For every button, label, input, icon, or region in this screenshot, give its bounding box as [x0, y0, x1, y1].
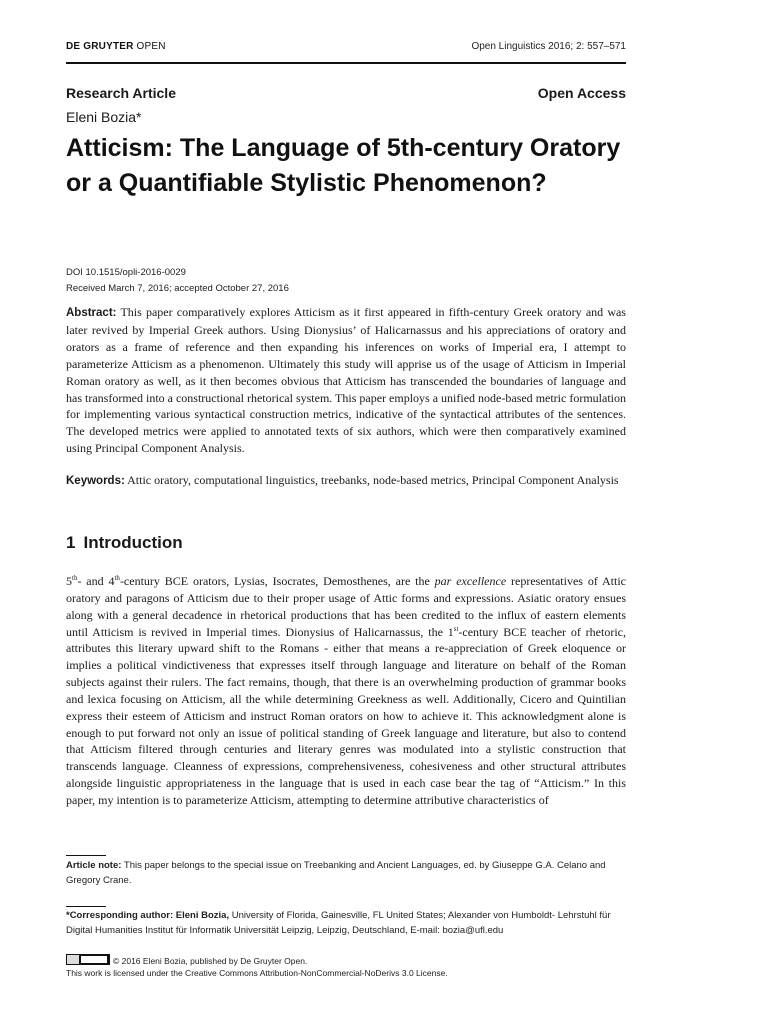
corresponding-author — [66, 909, 626, 938]
keywords — [66, 472, 626, 490]
keywords-text: Attic oratory, computational linguistics, treebanks, node-based metrics, Principal Component Analysis — [127, 473, 619, 487]
body-text-segment: representatives of Attic oratory and paragons of Atticism due to their proper usage of Attic forms and expressions. Asiatic oratory ensues along with a general decadence in rhetorical productions that has been credited to the influx of eastern elements until Atticism is revived in Imperial times. Dionysius of Halicarnassus, the 1 — [66, 574, 627, 639]
ordinal-suffix: th — [114, 574, 120, 582]
body-text-segment: -century BCE teacher of rhetoric, attributes this literary upward shift to the Romans - either that means a re-appreciation of Greek eloquence or implies a political vindictiveness that expresses itself through language and literature on behalf of the Roman subjects against their rulers. The fact remains, though, that there is an overwhelming production of grammar books and lexica focusing on Atticism, all the while determining Greekness as well. Additionally, Cicero and Quintilian express their esteem of Atticism and instruct Roman orators on how to achieve it. This acknowledgment alone is enough to put forward not only an issue of political standing of Greek language and literature, but also to contend that Atticism filtered through centuries and literary genres was modulated into a stylistic construction that transcends language. Cleanness of expressions, comprehensiveness, cohesiveness and other structural attributes alongside linguistic appropriateness in the language that is used in each case bear the tag of “Atticism.” In this paper, my intention is to parameterize Atticism, attempting to determine attributive characteristics of — [66, 624, 626, 807]
running-header — [66, 41, 626, 63]
author-name: Eleni Bozia* — [66, 109, 142, 125]
publisher-logo — [66, 41, 166, 52]
doi-link[interactable]: DOI 10.1515/opli-2016-0029 — [66, 267, 186, 278]
section-title: Introduction — [83, 533, 183, 552]
copyright-text: © 2016 Eleni Bozia, published by De Gruyter Open. — [113, 956, 308, 966]
article-type: Research Article — [66, 85, 176, 101]
license-block — [66, 954, 626, 979]
article-meta-row — [66, 85, 626, 105]
section-number: 1 — [66, 533, 76, 552]
article-note — [66, 859, 626, 888]
publisher-name-light: OPEN — [136, 41, 166, 52]
article-identifiers — [66, 265, 289, 297]
publisher-name-bold: DE GRUYTER — [66, 41, 134, 52]
header-divider — [66, 62, 626, 64]
body-text-segment: - and 4 — [77, 574, 115, 588]
article-note-text: This paper belongs to the special issue on Treebanking and Ancient Languages, ed. by Giuseppe G.A. Celano and Gregory Crane. — [66, 860, 606, 886]
ordinal-suffix: th — [72, 574, 78, 582]
copyright-line — [66, 954, 626, 968]
section-heading — [66, 533, 183, 553]
emphasis-text: par excellence — [434, 574, 507, 588]
corresponding-author-text: University of Florida, Gainesville, FL United States; Alexander von Humboldt- Lehrstuhl für Digital Humanities Institut für Informatik Universität Leipzig, Leipzig, Deutschland, E-mail: bozia@ufl.edu — [66, 910, 611, 936]
abstract-text: This paper comparatively explores Atticism as it first appeared in fifth-century Greek oratory and was later revived by Imperial Greek authors. Using Dionysius’ of Halicarnassus and his appreciations of oratory and orators as a frame of reference and then expanding his inferences on works of Imperial era, I attempt to parameterize Atticism as a phenomenon. Ultimately this study will apprise us of the usage of Atticism in Imperial Roman oratory as well, as it then becomes obvious that Atticism has transcended the boundaries of language and has transformed into a constructional rhetorical system. This paper employs a unified node-based metric formulation for implementing various syntactical construction metrics, indicative of the syntactical attributes of the sentences. The developed metrics were applied to annotated texts of six authors, which were then comparatively examined using Principal Component Analysis. — [66, 305, 626, 456]
cc-by-nc-nd-icon[interactable] — [66, 954, 110, 965]
intro-paragraph — [66, 573, 626, 809]
keywords-label: Keywords: — [66, 475, 125, 487]
footnote-divider — [66, 906, 106, 907]
access-badge: Open Access — [537, 85, 626, 101]
journal-citation: Open Linguistics 2016; 2: 557–571 — [471, 41, 626, 52]
received-accepted-dates: Received March 7, 2016; accepted October 27, 2016 — [66, 283, 289, 294]
body-text-segment: 5 — [66, 574, 72, 588]
corresponding-author-label: *Corresponding author: Eleni Bozia, — [66, 910, 230, 921]
body-text-segment: -century BCE orators, Lysias, Isocrates, Demosthenes, are the — [119, 574, 435, 588]
article-note-label: Article note: — [66, 860, 122, 871]
footnote-divider — [66, 855, 106, 856]
ordinal-suffix: st — [453, 624, 459, 633]
abstract-label: Abstract: — [66, 307, 117, 319]
abstract — [66, 304, 626, 457]
license-text: This work is licensed under the Creative Commons Attribution-NonCommercial-NoDerivs 3.0 License. — [66, 967, 448, 978]
article-title: Atticism: The Language of 5th-century Oratory or a Quantifiable Stylistic Phenomenon? — [66, 134, 621, 197]
